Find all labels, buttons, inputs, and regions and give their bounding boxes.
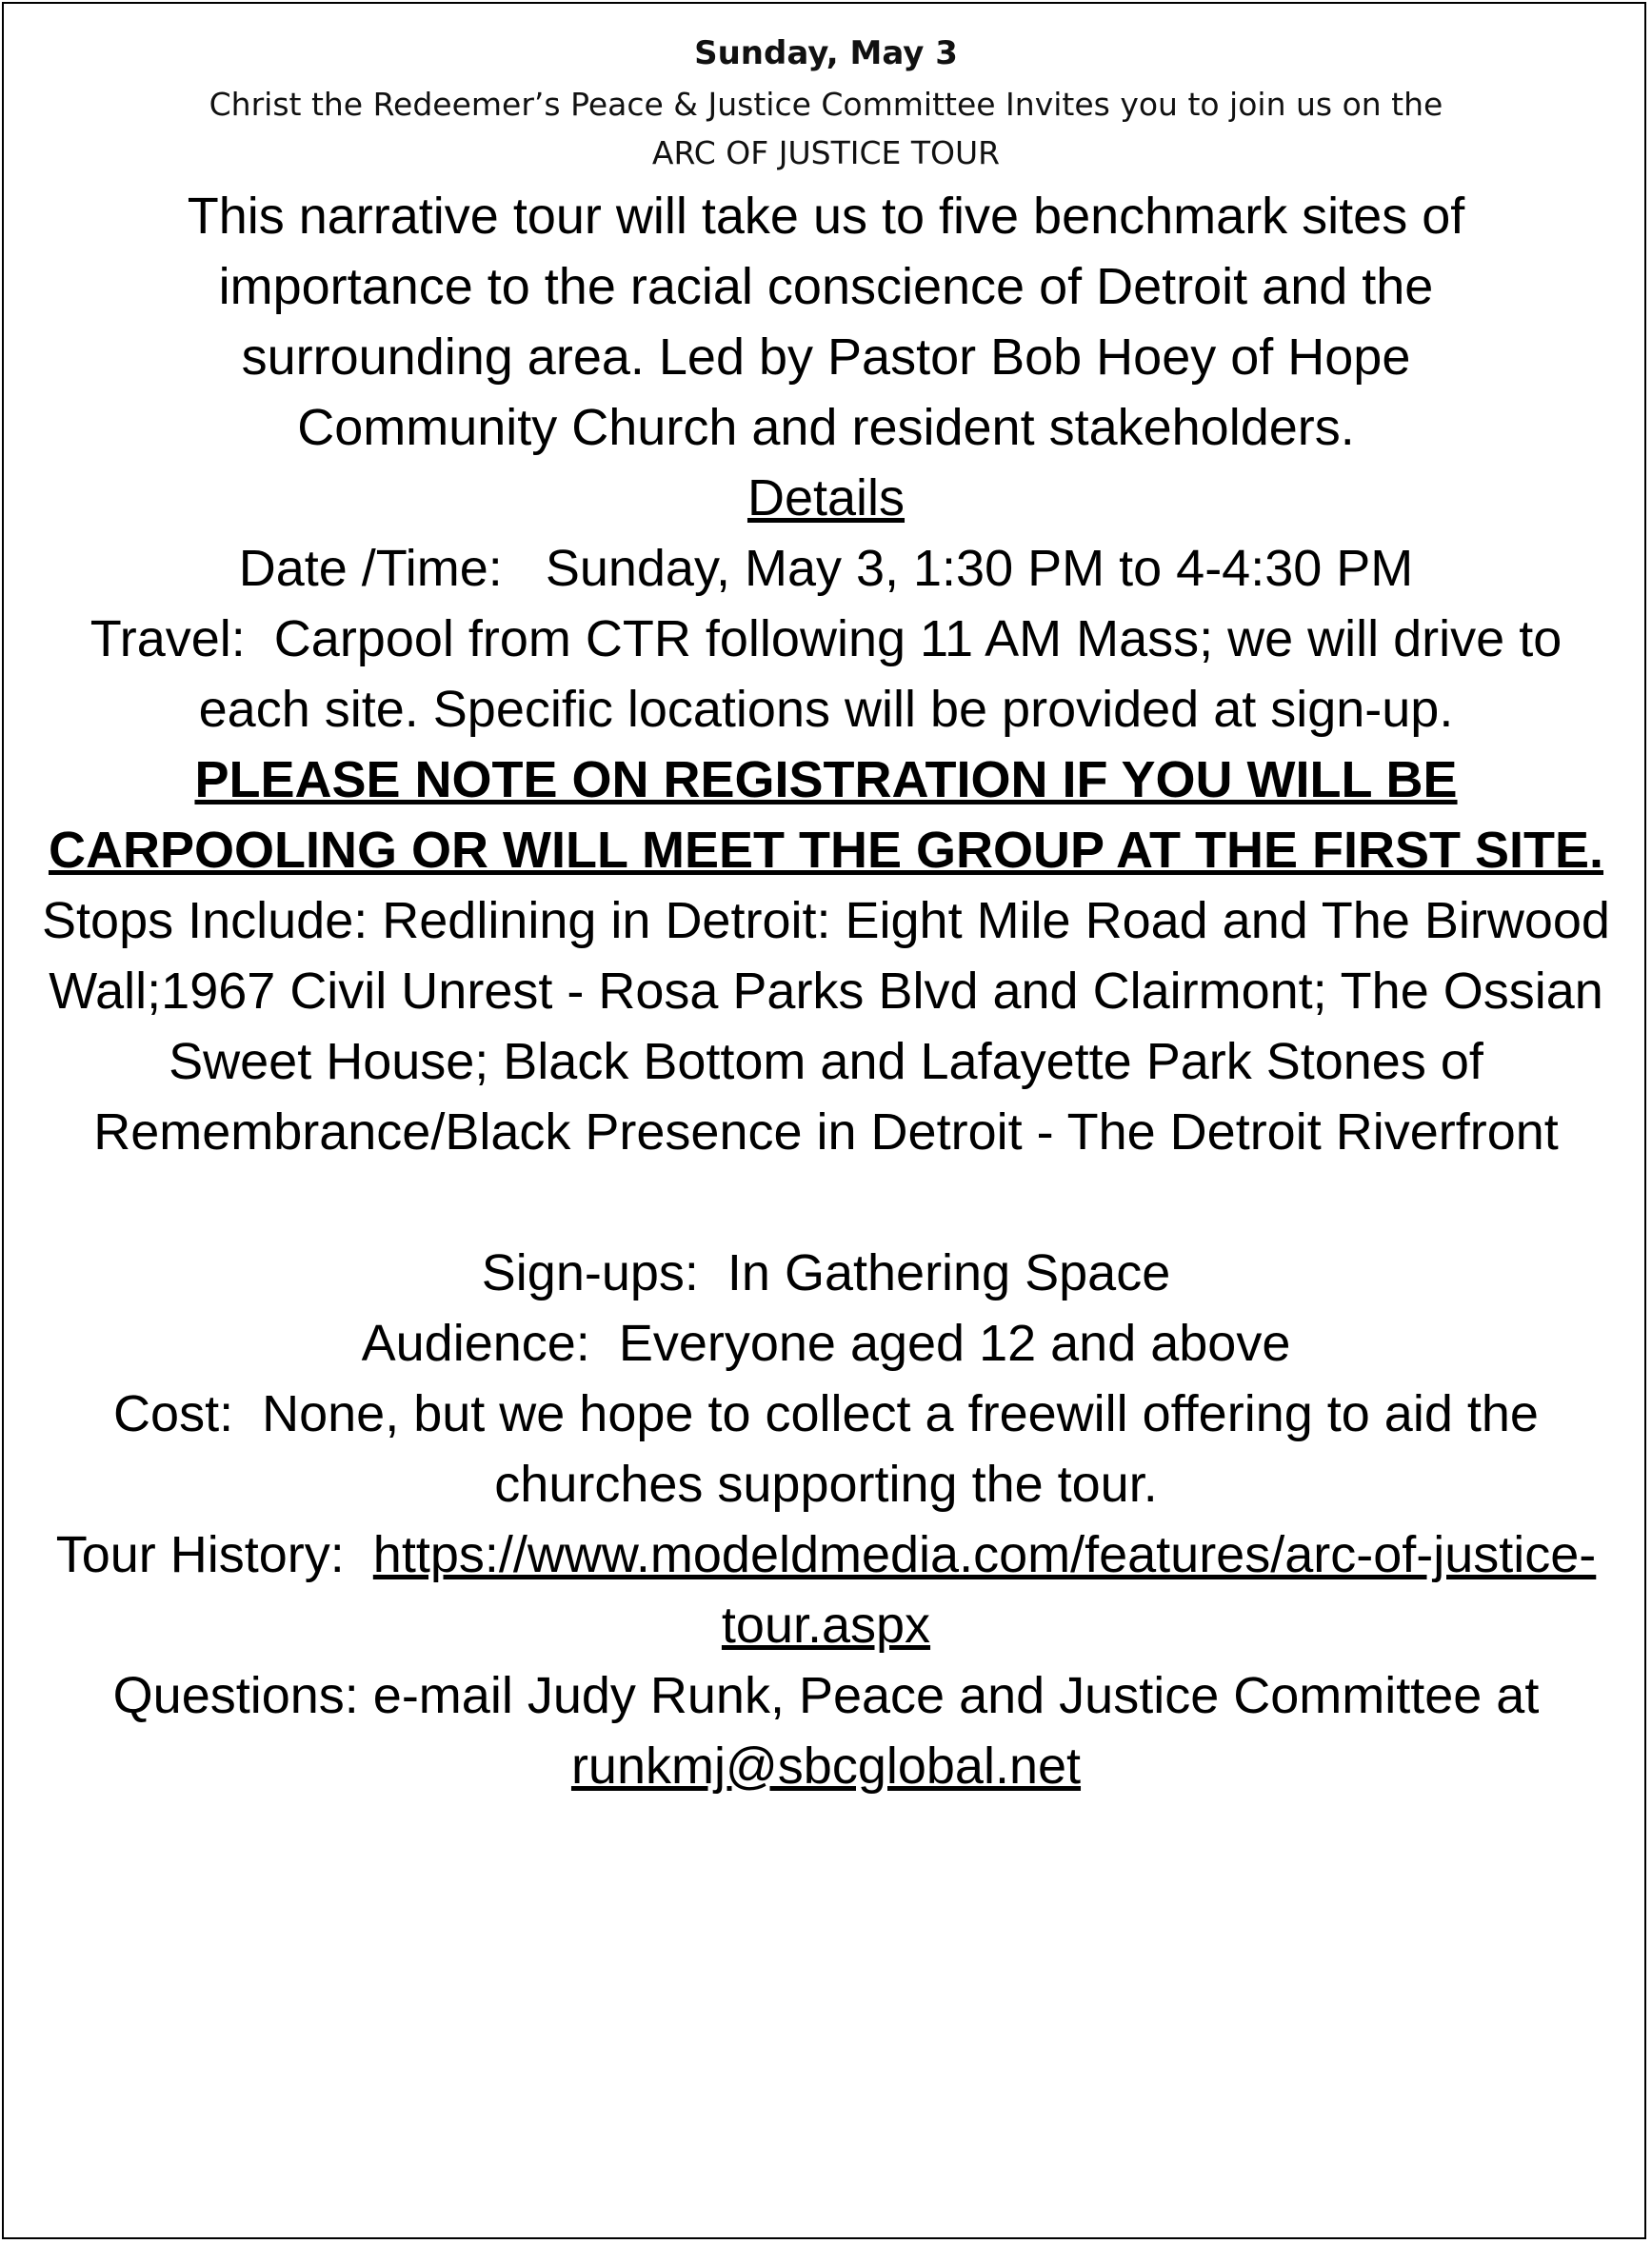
details-heading: Details [746, 469, 906, 526]
travel-value: Carpool from CTR following 11 AM Mass; we will drive to each site. Specific locations will be provided at sign-up. [198, 610, 1562, 738]
history-row [29, 1519, 1623, 1660]
section-gap [29, 1167, 1623, 1238]
questions-row [29, 1660, 1623, 1801]
datetime-value: Sunday, May 3, 1:30 PM to 4-4:30 PM [545, 540, 1414, 597]
tour-stops: Stops Include: Redlining in Detroit: Eight Mile Road and The Birwood Wall;1967 Civil Unrest - Rosa Parks Blvd and Clairmont; The Ossian Sweet House; Black Bottom and Lafayette Park Stones of Remembrance/Black Presence in Detroit - The Detroit Riverfront [42, 892, 1610, 1161]
travel-label: Travel: [90, 610, 246, 667]
audience-row [29, 1308, 1623, 1379]
signups-label: Sign-ups: [481, 1244, 699, 1301]
event-date-heading: Sunday, May 3 [694, 34, 958, 72]
invitation-line: Christ the Redeemer’s Peace & Justice Committee Invites you to join us on the [209, 86, 1443, 123]
flyer-content [29, 27, 1623, 1801]
tour-name: ARC OF JUSTICE TOUR [651, 134, 1001, 171]
datetime-label: Date /Time: [238, 540, 503, 597]
cost-label: Cost: [113, 1385, 234, 1442]
details-section [29, 463, 1623, 1167]
contact-email-link[interactable]: runkmj@sbcglobal.net [570, 1738, 1082, 1795]
info-section [29, 1238, 1623, 1801]
tour-history-link[interactable]: https://www.modeldmedia.com/features/arc-of-justice-tour.aspx [372, 1526, 1597, 1654]
signups-row [29, 1238, 1623, 1308]
datetime-row [29, 533, 1623, 604]
audience-label: Audience: [361, 1315, 590, 1372]
tour-description: This narrative tour will take us to five benchmark sites of importance to the racial conscience of Detroit and the surrounding area. Led by Pastor Bob Hoey of Hope Community Church and resident stakeholders. [187, 188, 1465, 456]
signups-value: In Gathering Space [726, 1244, 1171, 1301]
travel-row [29, 604, 1623, 745]
questions-text: Questions: e-mail Judy Runk, Peace and Justice Committee at [112, 1667, 1540, 1724]
cost-value: None, but we hope to collect a freewill offering to aid the churches supporting the tour. [262, 1385, 1539, 1513]
cost-row [29, 1379, 1623, 1519]
registration-note: PLEASE NOTE ON REGISTRATION IF YOU WILL BE CARPOOLING OR WILL MEET THE GROUP AT THE FIRST SITE. [48, 751, 1604, 879]
audience-value: Everyone aged 12 and above [618, 1315, 1291, 1372]
history-label: Tour History: [55, 1526, 345, 1583]
